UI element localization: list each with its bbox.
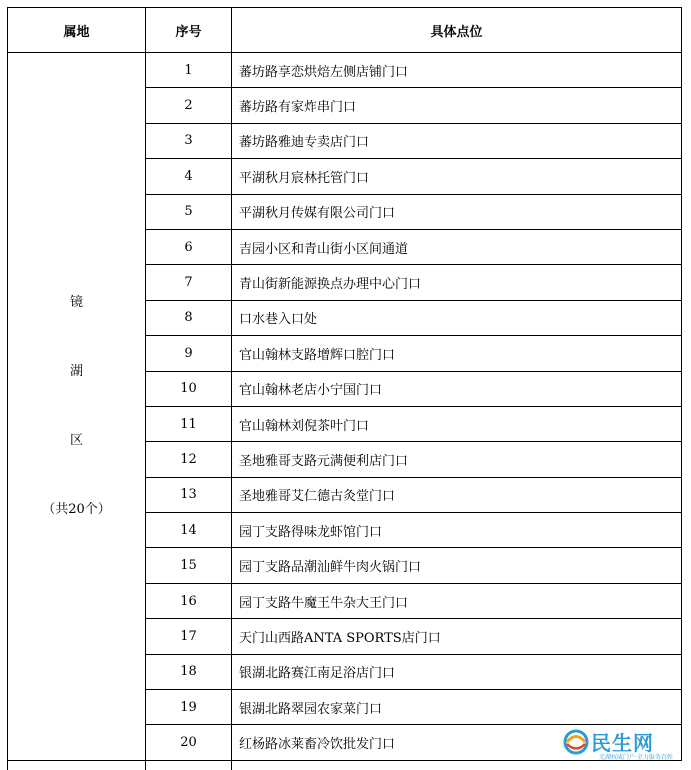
row-number: 2 xyxy=(146,88,232,123)
district-char: 镜 xyxy=(69,295,83,311)
district-char: 区 xyxy=(69,433,83,449)
row-number: 5 xyxy=(146,194,232,229)
row-location: 平湖秋月宸林托管门口 xyxy=(232,159,682,194)
row-location: 青山街新能源换点办理中心门口 xyxy=(232,265,682,300)
row-number: 15 xyxy=(146,548,232,583)
row-location: 天门山西路ANTA SPORTS店门口 xyxy=(232,619,682,654)
row-location: 银湖北路赛江南足浴店门口 xyxy=(232,654,682,689)
row-number: 18 xyxy=(146,654,232,689)
row-number: 6 xyxy=(146,229,232,264)
row-number: 17 xyxy=(146,619,232,654)
row-location: 圣地雅哥支路元满便利店门口 xyxy=(232,442,682,477)
district-char: 湖 xyxy=(69,364,83,380)
table-row xyxy=(8,53,682,88)
table-body xyxy=(8,53,682,761)
watermark-text: 民生网 xyxy=(591,731,654,755)
column-stub xyxy=(7,760,8,770)
row-number: 13 xyxy=(146,477,232,512)
header-number: 序号 xyxy=(146,8,232,53)
row-number: 12 xyxy=(146,442,232,477)
site-watermark xyxy=(561,727,683,767)
column-stub xyxy=(145,760,146,770)
row-number: 8 xyxy=(146,300,232,335)
watermark-logo-icon xyxy=(561,727,591,757)
row-number: 9 xyxy=(146,336,232,371)
district-cell xyxy=(8,53,146,761)
row-location: 红杨路冰莱畜冷饮批发门口 xyxy=(232,725,682,760)
watermark-subtext: 芜湖权威门户·全力服务百姓 xyxy=(599,754,673,761)
header-district: 属地 xyxy=(8,8,146,53)
row-location: 银湖北路翠园农家菜门口 xyxy=(232,690,682,725)
row-location: 圣地雅哥艾仁德古灸堂门口 xyxy=(232,477,682,512)
row-number: 11 xyxy=(146,406,232,441)
row-number: 16 xyxy=(146,583,232,618)
row-location: 平湖秋月传媒有限公司门口 xyxy=(232,194,682,229)
row-location: 口水巷入口处 xyxy=(232,300,682,335)
row-location: 官山翰林老店小宁国门口 xyxy=(232,371,682,406)
column-stub xyxy=(231,760,232,770)
row-location: 园丁支路得味龙虾馆门口 xyxy=(232,513,682,548)
row-number: 20 xyxy=(146,725,232,760)
row-location: 官山翰林刘倪茶叶门口 xyxy=(232,406,682,441)
row-location: 吉园小区和青山街小区间通道 xyxy=(232,229,682,264)
row-location: 蕃坊路有家炸串门口 xyxy=(232,88,682,123)
row-number: 7 xyxy=(146,265,232,300)
row-number: 4 xyxy=(146,159,232,194)
row-number: 19 xyxy=(146,690,232,725)
row-location: 官山翰林支路增辉口腔门口 xyxy=(232,336,682,371)
header-row xyxy=(8,8,682,53)
row-location: 园丁支路牛魔王牛杂大王门口 xyxy=(232,583,682,618)
row-number: 1 xyxy=(146,53,232,88)
location-table xyxy=(7,7,682,761)
row-number: 3 xyxy=(146,123,232,158)
district-count: （共20个） xyxy=(42,502,111,518)
row-location: 蕃坊路享恋烘焙左侧店铺门口 xyxy=(232,53,682,88)
row-number: 10 xyxy=(146,371,232,406)
row-location: 园丁支路品潮汕鲜牛肉火锅门口 xyxy=(232,548,682,583)
row-location: 蕃坊路雅迪专卖店门口 xyxy=(232,123,682,158)
header-location: 具体点位 xyxy=(232,8,682,53)
row-number: 14 xyxy=(146,513,232,548)
